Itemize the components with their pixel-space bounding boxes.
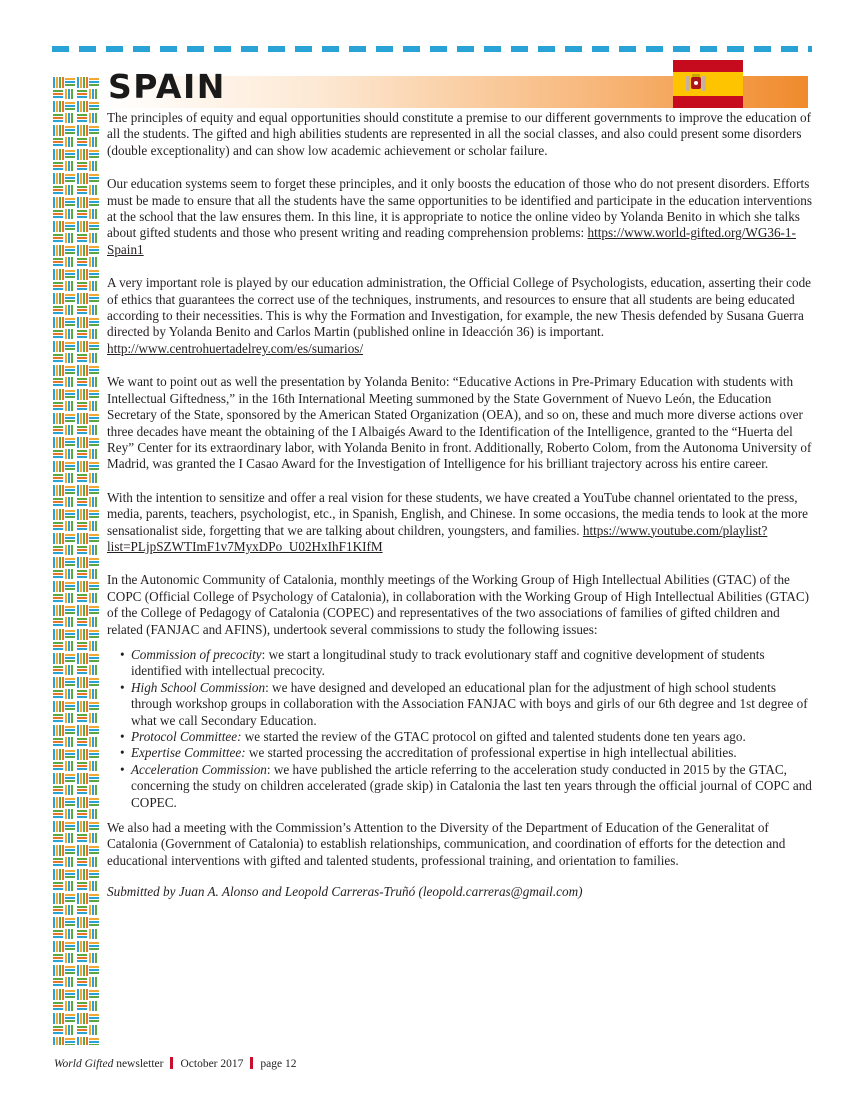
list-item [131,762,813,811]
list-item [131,647,813,680]
paragraph-text: A very important role is played by our education administration, the Official College of Psychologists, education, asserting their code of ethics that guarantees the correct use of the techniques, instruments, and resources to ensure that all students are being educated according to their necessities. This is why the Formation and Investigation, for example, the new Thesis defended by Susana Guerra directed by Yolanda Benito and Carlos Martin (published online in Ideacción 36) is important. [107,275,812,340]
commission-text: : we start a longitudinal study to track evolutionary staff and cognitive development of students identified with intellectual precocity. [131,646,765,679]
list-item [131,680,813,729]
commission-name: Expertise Committee: [131,745,246,761]
paragraph-administration [107,275,813,357]
top-dashed-rule [52,46,812,52]
video-link[interactable]: https://www.world-gifted.org/WG36-1-Spain1 [107,225,796,257]
list-item [131,745,813,761]
footer-separator [250,1057,253,1069]
commission-name: High School Commission [131,679,266,695]
paragraph-catalonia: In the Autonomic Community of Catalonia, monthly meetings of the Working Group of High Intellectual Abilities (GTAC) of the COPC (Official College of Psychology of Catalonia), in collaboration with the Working Group of High Intellectual Abilities (GTAC) of the College of Pedagogy of Catalonia (COPEC) and representatives of the two associations of families of gifted children and related (FANJAC and AFINS), undertook several commissions to study the following issues: [107,572,810,637]
submitted-by: Submitted by Juan A. Alonso and Leopold Carreras-Truñó (leopold.carreras@gmail.com) [107,884,583,900]
paragraph-education-systems [107,176,813,258]
decorative-sidebar-pattern [52,76,100,1045]
commissions-list [107,647,813,811]
footer-page-number: page 12 [260,1058,297,1070]
paragraph-text: With the intention to sensitize and offer a real vision for these students, we have created a YouTube channel orientated to the press, media, parents, teachers, psychologist, etc., in Spanish, English, and Chinese. In some occasions, the media tends to look at the more sensationalist side, forgetting that we are talking about children, youngsters, and families. [107,489,808,538]
paragraph-presentation: We want to point out as well the presentation by Yolanda Benito: “Educative Actions in Pre-Primary Education with students with Intellectual Giftedness,” in the 16th International Meeting summoned by the State Government of Nuevo León, the Education Secretary of the State, sponsored by the American Stated Organization (OEA), and so on, these and much more diverse actions over three decades have meant the obtaining of the I Albaigés Award to the Identification of the Intelligence, granted to the “Huerta del Rey” Center for its extraordinary labor, with Yolanda Benito in front. Additionally, Roberto Colom, from the Autonoma University of Madrid, was granted the I Casao Award for the Investigation of Intelligence for his brilliant trajectory across his entire career. [107,374,812,472]
paragraph-equity: The principles of equity and equal opportunities should constitute a premise to our different governments to improve the education of all the students. The gifted and high abilities students are represented in all the social classes, and also could present some disorders (double exceptionality) and can show low academic achievement or scholar failure. [107,110,812,158]
spain-flag-icon [673,60,743,108]
paragraph-youtube [107,490,813,556]
ideaccion-link[interactable]: http://www.centrohuertadelrey.com/es/sumarios/ [107,340,364,356]
footer-publication: World Gifted [54,1058,114,1070]
page-footer [54,1057,296,1070]
paragraph-text: Our education systems seem to forget these principles, and it only boosts the education of those who do not present disorders. Efforts must be made to ensure that all the students have the same opportunities to be identified and participate in the education interventions at the school that the law ensures them. In this line, it is appropriate to notice the online video by Yolanda Benito in which she talks about gifted students and those who present writing and reading comprehension problems: [107,176,812,241]
commission-text: : we have published the article referring to the acceleration study conducted in 2015 by the GTAC, concerning the study on children accelerated (grade skip) in Catalonia the last ten years through the official journal of COPC and COPEC. [131,761,812,810]
commission-text: we started the review of the GTAC protocol on gifted and talented students done ten years ago. [241,729,746,744]
article-body [107,110,813,918]
commission-name: Commission of precocity [131,646,262,662]
commission-name: Protocol Committee: [131,729,242,744]
commission-text: we started processing the accreditation of professional expertise in high intellectual abilities. [245,745,737,761]
youtube-playlist-link[interactable]: https://www.youtube.com/playlist?list=PLjpSZWTImF1v7MyxDPo_U02HxIhF1KIfM [107,522,768,554]
commission-text: : we have designed and developed an educational plan for the adjustment of high school students through workshop groups in collaboration with the Association FANJAC with boys and girls of our 6th degree and 1st degree of what we call Secondary Education. [131,679,808,728]
footer-newsletter: newsletter [113,1058,164,1070]
commission-name: Acceleration Commission [131,761,267,777]
list-item [131,729,813,745]
paragraph-diversity-meeting: We also had a meeting with the Commission’s Attention to the Diversity of the Department of Education of the Generalitat of Catalonia (Government of Catalonia) to establish relationships, communication, and coordination of efforts for the detection and educational interventions with gifted and talented students, professional training, and orientation to families. [107,820,786,868]
page-title: SPAIN [108,67,226,106]
footer-date: October 2017 [180,1058,244,1070]
footer-separator [170,1057,173,1069]
